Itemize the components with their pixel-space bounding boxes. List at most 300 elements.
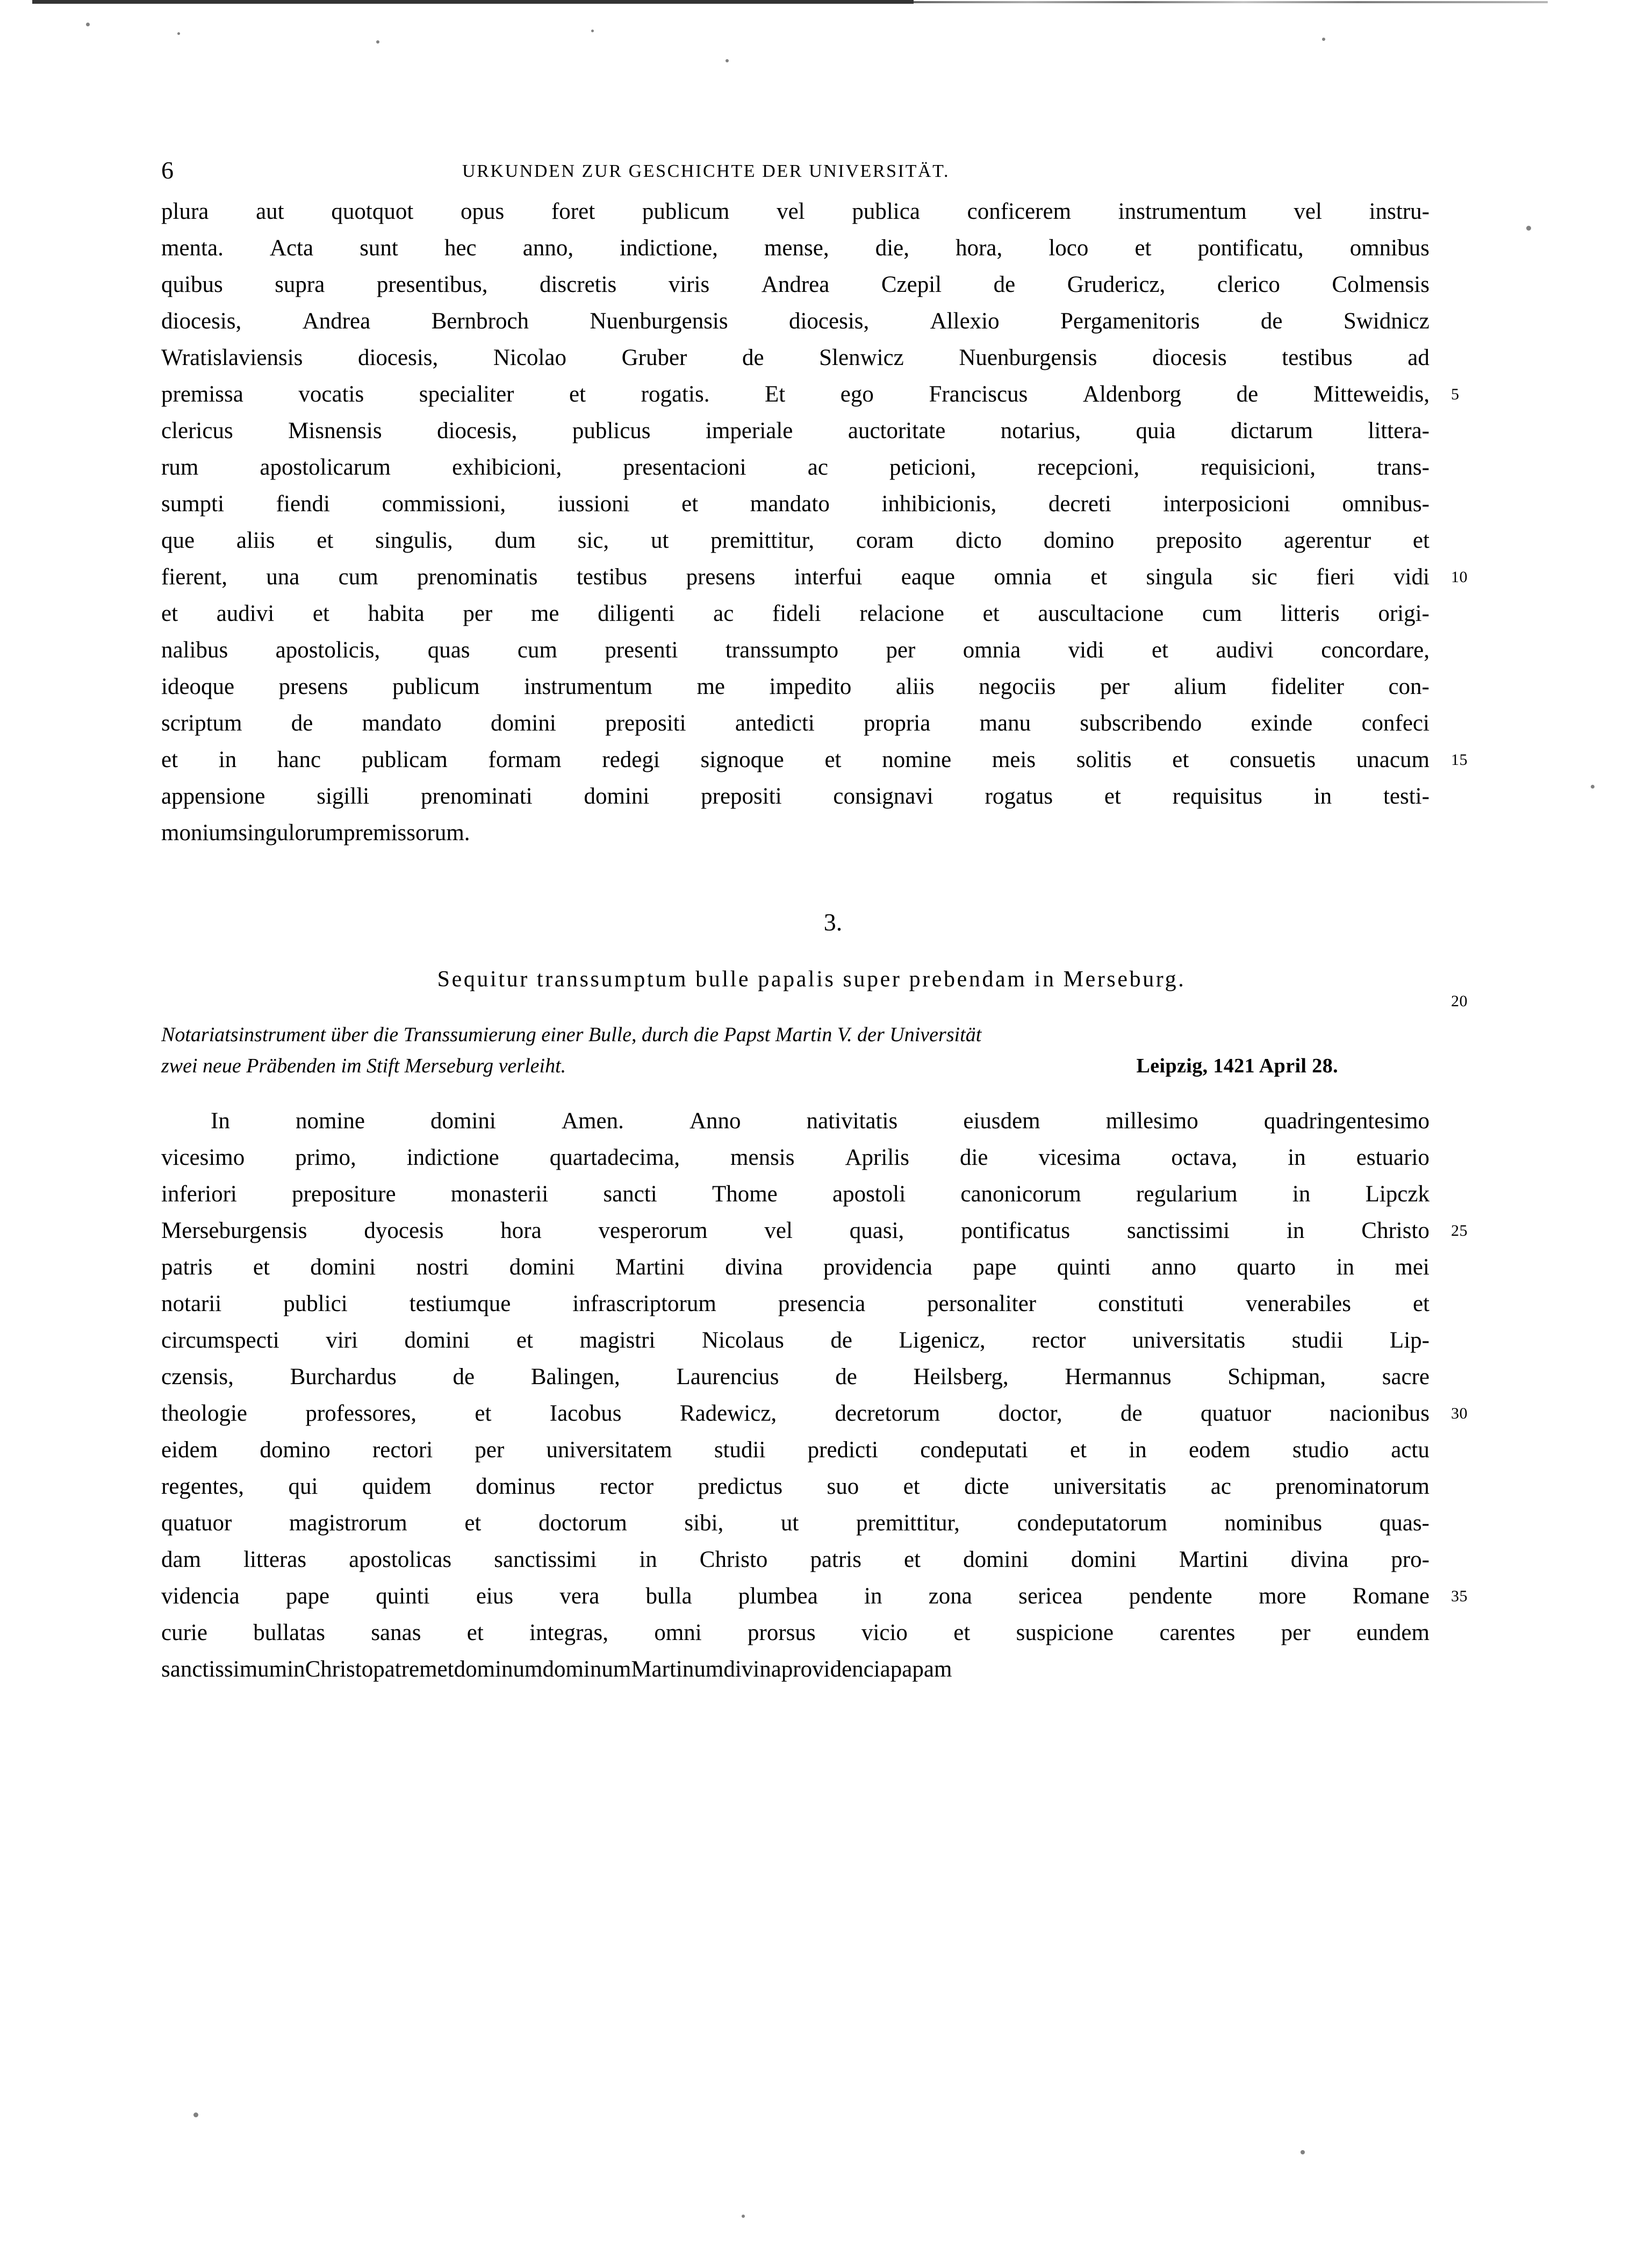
word: quatuor <box>161 1510 232 1536</box>
word: appensione <box>161 784 265 809</box>
word: mandato <box>362 711 442 736</box>
word: unacum <box>1356 747 1430 772</box>
word: singulis, <box>375 528 453 553</box>
word: menta. <box>161 235 224 261</box>
document-body-paragraph <box>161 1103 1468 1688</box>
word: propria <box>864 711 931 736</box>
word: universitatis <box>1132 1328 1246 1353</box>
word: Nuenburgensis <box>959 345 1097 370</box>
word: publicam <box>361 747 448 772</box>
word: et <box>161 601 178 626</box>
text-line-content <box>161 1469 1430 1505</box>
word: manu <box>979 711 1031 736</box>
word: per <box>463 601 493 626</box>
word: impedito <box>769 674 852 699</box>
word: rector <box>599 1474 654 1499</box>
word: nalibus <box>161 638 228 663</box>
word: in <box>1286 1218 1305 1243</box>
word: interposicioni <box>1163 491 1290 517</box>
text-line-content <box>161 1286 1430 1322</box>
word: Colmensis <box>1332 272 1430 297</box>
word: audivi <box>1216 638 1274 663</box>
word: Misnensis <box>288 418 382 443</box>
text-line <box>161 559 1430 596</box>
word: personaliter <box>927 1291 1037 1316</box>
word: requisicioni, <box>1201 455 1316 480</box>
word: dominus <box>476 1474 556 1499</box>
word: apostolicas <box>349 1547 452 1572</box>
word: Lip- <box>1389 1328 1430 1353</box>
word: nomine <box>295 1108 365 1134</box>
word: et <box>1134 235 1152 261</box>
word: recepcioni, <box>1037 455 1140 480</box>
word: dicto <box>956 528 1002 553</box>
text-line <box>161 1615 1430 1651</box>
word: per <box>1281 1620 1311 1645</box>
word: in <box>1292 1181 1311 1207</box>
word: presentibus, <box>376 272 488 297</box>
word: domino <box>260 1437 331 1463</box>
word: fiendi <box>276 491 330 517</box>
word: circumspecti <box>161 1328 279 1353</box>
word: venerabiles <box>1246 1291 1351 1316</box>
word: Thome <box>712 1181 778 1207</box>
scan-speck <box>86 23 90 26</box>
text-line <box>161 194 1430 230</box>
section-title: Sequitur transsumptum bulle papalis super prebendam in Merseburg. <box>437 967 1186 992</box>
word: et <box>903 1474 920 1499</box>
word: canonicorum <box>960 1181 1081 1207</box>
word: prorsus <box>748 1620 816 1645</box>
word: sanctissimum <box>161 1657 288 1682</box>
word: presenti <box>605 638 678 663</box>
word: estuario <box>1356 1145 1430 1170</box>
word: concordare, <box>1321 638 1430 663</box>
word: Mitteweidis, <box>1313 382 1430 407</box>
word: quidem <box>362 1474 432 1499</box>
word: carentes <box>1159 1620 1236 1645</box>
text-line-content <box>161 742 1430 778</box>
word: solitis <box>1076 747 1132 772</box>
word: Et <box>765 382 786 407</box>
word: presens <box>686 564 756 590</box>
word: ac <box>1210 1474 1231 1499</box>
word: apostolicarum <box>260 455 391 480</box>
word: aliis <box>236 528 275 553</box>
word: et <box>1070 1437 1087 1463</box>
text-line <box>161 449 1430 486</box>
word: eiusdem <box>963 1108 1040 1134</box>
word: mandato <box>750 491 830 517</box>
text-line <box>161 413 1430 449</box>
word: divina <box>1290 1547 1349 1572</box>
text-line <box>161 376 1430 413</box>
word: nomine <box>882 747 952 772</box>
word: exhibicioni, <box>452 455 562 480</box>
word: premissorum. <box>343 820 470 846</box>
word: decretorum <box>835 1401 940 1426</box>
word: in <box>1336 1255 1355 1280</box>
word: rogatus <box>985 784 1053 809</box>
word: et <box>681 491 699 517</box>
word: hec <box>444 235 477 261</box>
word: instrumentum <box>1118 199 1247 224</box>
word: quinti <box>376 1584 430 1609</box>
word: universitatis <box>1053 1474 1167 1499</box>
word: zona <box>928 1584 972 1609</box>
word: pape <box>285 1584 330 1609</box>
word: magistrorum <box>289 1510 407 1536</box>
word: de <box>1260 309 1283 334</box>
word: exinde <box>1251 711 1313 736</box>
paragraph-continuation <box>161 194 1468 851</box>
word: una <box>266 564 300 590</box>
scan-speck <box>1301 2150 1305 2154</box>
word: diocesis <box>1152 345 1227 370</box>
word: vocatis <box>298 382 364 407</box>
word: Christo <box>305 1657 374 1682</box>
word: Bernbroch <box>431 309 529 334</box>
text-line <box>161 1249 1430 1286</box>
word: Nicolaus <box>701 1328 784 1353</box>
word: czensis, <box>161 1364 234 1389</box>
word: octava, <box>1171 1145 1238 1170</box>
word: peticioni, <box>889 455 976 480</box>
word: magistri <box>579 1328 656 1353</box>
word: Christo <box>1361 1218 1430 1243</box>
word: Slenwicz <box>819 345 904 370</box>
text-line <box>161 1469 1430 1505</box>
text-line <box>161 1286 1430 1322</box>
word: vicio <box>861 1620 908 1645</box>
word: clerico <box>1217 272 1280 297</box>
word: me <box>696 674 726 699</box>
word: confeci <box>1361 711 1430 736</box>
word: Radewicz, <box>679 1401 777 1426</box>
running-head-title: URKUNDEN ZUR GESCHICHTE DER UNIVERSITÄT. <box>462 161 950 181</box>
word: doctorum <box>538 1510 627 1536</box>
word: specialiter <box>419 382 514 407</box>
word: rum <box>161 455 199 480</box>
word: quarto <box>1237 1255 1296 1280</box>
word: divina <box>723 1657 781 1682</box>
regest-line-2-row <box>161 1050 1397 1081</box>
word: Aldenborg <box>1082 382 1182 407</box>
text-line <box>161 778 1430 815</box>
word: eodem <box>1189 1437 1251 1463</box>
word: pontificatus <box>961 1218 1071 1243</box>
word: Schipman, <box>1227 1364 1326 1389</box>
word: et <box>953 1620 971 1645</box>
word: et <box>475 1401 492 1426</box>
word: Acta <box>269 235 314 261</box>
page-content <box>161 0 1505 1688</box>
word: ego <box>840 382 874 407</box>
word: de <box>291 711 313 736</box>
word: consuetis <box>1230 747 1316 772</box>
text-line-content <box>161 449 1430 486</box>
word: quotquot <box>331 199 414 224</box>
word: integras, <box>529 1620 608 1645</box>
word: requisitus <box>1172 784 1262 809</box>
word: condeputatorum <box>1017 1510 1167 1536</box>
text-line <box>161 1322 1430 1359</box>
word: auctoritate <box>847 418 946 443</box>
word: in <box>218 747 237 772</box>
word: studio <box>1292 1437 1349 1463</box>
word: et <box>466 1620 484 1645</box>
word: papam <box>890 1657 952 1682</box>
word: vel <box>777 199 805 224</box>
word: de <box>1236 382 1259 407</box>
text-line <box>161 742 1430 778</box>
word: millesimo <box>1105 1108 1198 1134</box>
word: cum <box>1202 601 1242 626</box>
word: omni <box>654 1620 702 1645</box>
word: interfui <box>794 564 863 590</box>
word: dictarum <box>1231 418 1313 443</box>
word: sic, <box>577 528 609 553</box>
word: Andrea <box>761 272 830 297</box>
word: et <box>253 1255 270 1280</box>
word: viris <box>668 272 710 297</box>
word: studii <box>1291 1328 1344 1353</box>
word: Iacobus <box>549 1401 622 1426</box>
word: decreti <box>1048 491 1111 517</box>
word: eaque <box>901 564 956 590</box>
word: domini <box>404 1328 470 1353</box>
word: Christo <box>699 1547 768 1572</box>
word: transsumpto <box>725 638 839 663</box>
word: sumpti <box>161 491 225 517</box>
page-number: 6 <box>161 156 174 184</box>
text-line-content <box>161 1542 1430 1578</box>
word: ac <box>807 455 828 480</box>
word: domini <box>1071 1547 1137 1572</box>
text-line-content <box>161 778 1430 815</box>
text-line-content <box>161 1432 1430 1469</box>
section-title-row <box>161 966 1505 1010</box>
word: monium <box>161 820 239 846</box>
word: et <box>569 382 586 407</box>
word: audivi <box>216 601 275 626</box>
text-line <box>161 1140 1430 1176</box>
word: nativitatis <box>806 1108 898 1134</box>
text-line-content <box>161 1103 1430 1140</box>
text-line-content <box>161 1651 1430 1688</box>
word: more <box>1259 1584 1306 1609</box>
word: rogatis. <box>641 382 710 407</box>
word: prenominatis <box>417 564 538 590</box>
word: cum <box>517 638 557 663</box>
word: diocesis, <box>788 309 870 334</box>
word: vicesima <box>1038 1145 1121 1170</box>
word: Martinum <box>631 1657 724 1682</box>
word: infrascriptorum <box>572 1291 716 1316</box>
word: domini <box>310 1255 376 1280</box>
word: Anno <box>689 1108 741 1134</box>
line-number-marker: 10 <box>1451 568 1468 586</box>
word: premissa <box>161 382 243 407</box>
word: fieri <box>1316 564 1355 590</box>
word: constituti <box>1098 1291 1184 1316</box>
word: die, <box>875 235 909 261</box>
word: universitatem <box>546 1437 672 1463</box>
word: Ligenicz, <box>899 1328 986 1353</box>
word: iussioni <box>557 491 630 517</box>
word: et <box>317 528 334 553</box>
word: origi- <box>1378 601 1430 626</box>
line-number-marker: 5 <box>1451 385 1460 403</box>
word: nacionibus <box>1329 1401 1430 1426</box>
word: testiumque <box>409 1291 511 1316</box>
word: fierent, <box>161 564 227 590</box>
word: Andrea <box>302 309 371 334</box>
word: quia <box>1136 418 1176 443</box>
word: predicti <box>807 1437 878 1463</box>
word: alium <box>1174 674 1227 699</box>
word: Laurencius <box>676 1364 779 1389</box>
word: plumbea <box>738 1584 818 1609</box>
word: sanctissimi <box>1127 1218 1230 1243</box>
text-line <box>161 1103 1430 1140</box>
word: et <box>464 1510 482 1536</box>
regest-note <box>161 1019 1397 1081</box>
line-number-marker: 35 <box>1451 1587 1468 1605</box>
word: studii <box>714 1437 766 1463</box>
word: et <box>312 601 329 626</box>
text-line-content <box>161 486 1430 522</box>
word: aliis <box>895 674 935 699</box>
word: Martini <box>615 1255 685 1280</box>
word: dominum <box>542 1657 631 1682</box>
word: foret <box>551 199 595 224</box>
word: apostolicis, <box>275 638 380 663</box>
text-line-content <box>161 1176 1430 1213</box>
line-number-marker: 25 <box>1451 1222 1468 1240</box>
word: mei <box>1395 1255 1430 1280</box>
text-line-content <box>161 705 1430 742</box>
scan-speck <box>742 2215 745 2218</box>
word: et <box>1172 747 1189 772</box>
scan-speck <box>193 2112 198 2117</box>
place-date: Leipzig, 1421 April 28. <box>1136 1055 1338 1077</box>
text-line-content <box>161 815 1430 851</box>
word: et <box>1090 564 1108 590</box>
word: in <box>1129 1437 1147 1463</box>
word: cum <box>338 564 378 590</box>
word: sancti <box>603 1181 657 1207</box>
word: relacione <box>859 601 944 626</box>
word: sacre <box>1382 1364 1430 1389</box>
word: me <box>530 601 559 626</box>
word: pendente <box>1129 1584 1212 1609</box>
word: anno <box>1151 1255 1197 1280</box>
word: quinti <box>1057 1255 1111 1280</box>
regest-line-1: Notariatsinstrument über die Transsumierung einer Bulle, durch die Papst Martin V. der Universität <box>161 1023 982 1046</box>
word: rector <box>1032 1328 1086 1353</box>
word: clericus <box>161 418 233 443</box>
word: curie <box>161 1620 207 1645</box>
text-line <box>161 632 1430 669</box>
word: regularium <box>1136 1181 1238 1207</box>
word: anno, <box>522 235 574 261</box>
text-line-content <box>161 376 1430 413</box>
word: prepositi <box>701 784 782 809</box>
word: inhibicionis, <box>881 491 997 517</box>
word: antedicti <box>735 711 815 736</box>
text-line-content <box>161 1249 1430 1286</box>
word: commissioni, <box>382 491 506 517</box>
word: domini <box>430 1108 496 1134</box>
word: dicte <box>964 1474 1009 1499</box>
word: bulla <box>645 1584 692 1609</box>
text-line-content <box>161 1140 1430 1176</box>
word: domini <box>963 1547 1029 1572</box>
word: vera <box>559 1584 600 1609</box>
word: prepositi <box>605 711 686 736</box>
word: patris <box>161 1255 213 1280</box>
text-line <box>161 1578 1430 1615</box>
text-line <box>161 669 1430 705</box>
word: Czepil <box>881 272 942 297</box>
word: et <box>1412 1291 1430 1316</box>
word: diligenti <box>598 601 675 626</box>
word: in <box>639 1547 657 1572</box>
word: sic <box>1252 564 1277 590</box>
word: apostoli <box>832 1181 906 1207</box>
word: prenominati <box>420 784 533 809</box>
word: premittitur, <box>710 528 815 553</box>
word: de <box>835 1364 857 1389</box>
word: singulorum <box>238 820 344 846</box>
word: diocesis, <box>437 418 518 443</box>
word: Romane <box>1352 1584 1430 1609</box>
text-line-content <box>161 1359 1430 1395</box>
word: quasi, <box>849 1218 904 1243</box>
word: sunt <box>360 235 398 261</box>
word: Nicolao <box>493 345 566 370</box>
word: auscultacione <box>1038 601 1164 626</box>
line-number-marker: 20 <box>1451 992 1468 1010</box>
text-line-content <box>161 194 1430 230</box>
section-number: 3. <box>823 908 843 936</box>
word: diocesis, <box>161 309 242 334</box>
word: et <box>437 1657 454 1682</box>
word: bullatas <box>253 1620 325 1645</box>
word: et <box>516 1328 533 1353</box>
word: et <box>904 1547 921 1572</box>
word: pape <box>973 1255 1017 1280</box>
word: Pergamenitoris <box>1060 309 1200 334</box>
word: publicum <box>642 199 730 224</box>
word: divina <box>725 1255 783 1280</box>
text-line <box>161 230 1430 267</box>
word: instru- <box>1369 199 1430 224</box>
word: et <box>824 747 842 772</box>
text-line-content <box>161 230 1430 267</box>
word: que <box>161 528 195 553</box>
word: publica <box>852 199 920 224</box>
word: presencia <box>778 1291 866 1316</box>
word: scriptum <box>161 711 242 736</box>
word: prepositure <box>292 1181 396 1207</box>
word: nominibus <box>1224 1510 1323 1536</box>
regest-line-2: zwei neue Präbenden im Stift Merseburg verleiht. <box>161 1055 566 1077</box>
word: et <box>1412 528 1430 553</box>
word: discretis <box>539 272 617 297</box>
text-line-content <box>161 267 1430 303</box>
